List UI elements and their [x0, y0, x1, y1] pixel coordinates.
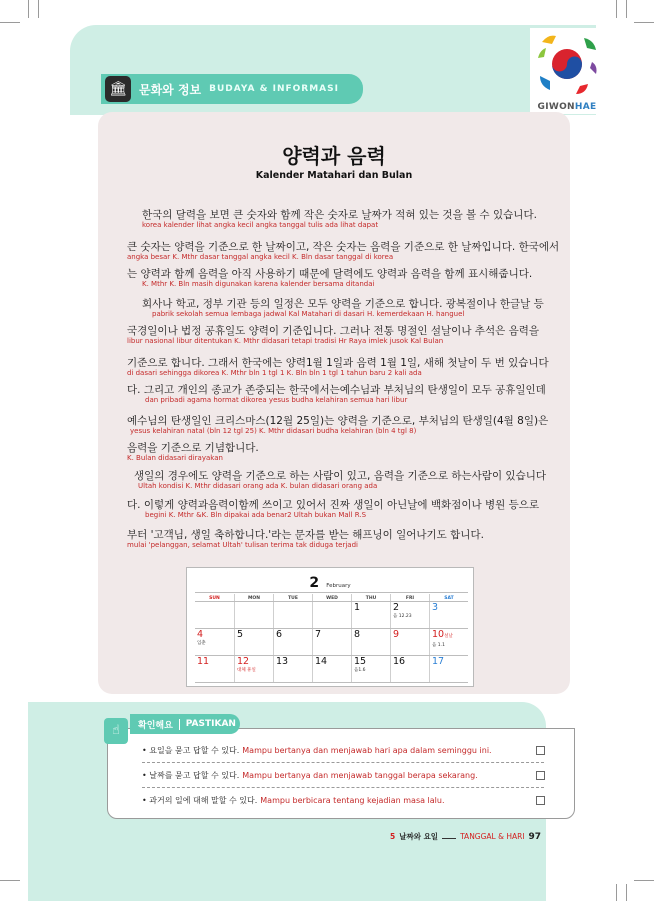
- hand-pointer-icon: ☝: [104, 718, 128, 744]
- checklist-item: [142, 795, 445, 806]
- calendar-day: [429, 602, 468, 628]
- day-number: 8: [354, 629, 361, 640]
- calendar-day: [312, 629, 351, 655]
- day-number: 15: [354, 656, 367, 667]
- indonesian-gloss: angka besar K. Mthr dasar tanggal angka kecil K. Bln dasar tanggal di korea: [127, 253, 394, 261]
- day-number: 14: [315, 656, 328, 667]
- checklist-tab: [130, 714, 240, 734]
- checklist-item: [142, 745, 492, 756]
- day-number: 5: [237, 629, 244, 640]
- day-note: 음 12.23: [393, 614, 412, 619]
- checklist-item-ko: • 요일을 묻고 답할 수 있다.: [142, 746, 240, 755]
- page-footer: [390, 831, 541, 842]
- indonesian-gloss: K. Bulan didasari dirayakan: [127, 454, 223, 462]
- checklist-item-id: Mampu bertanya dan menjawab tanggal berapa sekarang.: [242, 771, 478, 780]
- indonesian-gloss: Ultah kondisi K. Mthr didasari orang ada K. bulan didasari orang ada: [138, 482, 378, 490]
- logo-text-giwon: GIWON: [537, 102, 575, 112]
- day-number: 6: [276, 629, 283, 640]
- day-note: 음 1.1: [432, 643, 445, 648]
- checklist-item-ko: • 날짜를 묻고 답할 수 있다.: [142, 771, 240, 780]
- korean-line: 기준으로 합니다. 그래서 한국에는 양력1월 1일과 음력 1월 1일, 새해 첫날이 두 번 있습니다: [127, 357, 549, 369]
- korean-line: 다. 이렇게 양력과음력이함께 쓰이고 있어서 진짜 생일이 아닌날에 백화점이나 병원 등으로: [127, 499, 540, 511]
- day-number: 17: [432, 656, 445, 667]
- weekday-header: SAT: [429, 594, 468, 601]
- calendar-day: [390, 602, 429, 628]
- calendar-day: [390, 656, 429, 682]
- article-title: 양력과 음력: [282, 144, 386, 168]
- calendar-day: [234, 656, 273, 682]
- day-number: 12: [237, 656, 250, 667]
- category-ko: 문화와 정보: [139, 82, 202, 97]
- day-note: 입춘: [197, 641, 206, 646]
- day-number: 16: [393, 656, 406, 667]
- korean-line: 회사나 학교, 정부 기관 등의 일정은 모두 양력을 기준으로 합니다. 광복절이나 한글날 등: [142, 298, 544, 310]
- museum-icon: 🏛: [105, 76, 131, 102]
- checkbox[interactable]: [536, 746, 545, 755]
- calendar-day: [351, 656, 390, 682]
- chapter-title-ko: 날짜와 요일: [399, 832, 439, 841]
- calendar-day: [195, 602, 234, 628]
- korean-line: 예수님의 탄생일인 크리스마스(12월 25일)는 양력을 기준으로, 부처님의 탄생일(4월 8일)은: [127, 415, 549, 427]
- calendar-day: [195, 629, 234, 655]
- korean-line: 음력을 기준으로 기념합니다.: [127, 442, 259, 454]
- calendar-day: [273, 656, 312, 682]
- calendar-month-number: 2: [309, 575, 320, 591]
- korean-line: 생일의 경우에도 양력을 기준으로 하는 사람이 있고, 음력을 기준으로 하는사람이 있습니다: [134, 470, 547, 482]
- calendar-day: [312, 602, 351, 628]
- calendar-month-name: February: [326, 583, 351, 589]
- day-note: 음1.6: [354, 668, 366, 673]
- day-number: 13: [276, 656, 289, 667]
- weekday-header: THU: [351, 594, 390, 601]
- weekday-header: SUN: [209, 596, 220, 601]
- korean-line: 부터 '고객님, 생일 축하합니다.'라는 문자를 받는 해프닝이 일어나기도 합니다.: [127, 529, 484, 541]
- checklist-item-id: Mampu berbicara tentang kejadian masa lalu.: [260, 796, 445, 805]
- chapter-number: 5: [390, 832, 396, 841]
- checklist-item-ko: • 과거의 일에 대해 말할 수 있다.: [142, 796, 258, 805]
- indonesian-gloss: begini K. Mthr &K. Bln dipakai ada benar2 Ultah bukan Mall R.S: [145, 511, 367, 519]
- holiday-note: 설날: [444, 634, 453, 639]
- calendar-day: [273, 602, 312, 628]
- calendar-day: [429, 629, 468, 655]
- calendar-day: [312, 656, 351, 682]
- day-number: 10설날: [432, 629, 453, 640]
- calendar-day: [390, 629, 429, 655]
- indonesian-gloss: yesus kelahiran natal (bln 12 tgl 25) K. Mthr didasari budha kelahiran (bln 4 tgl 8): [130, 427, 417, 435]
- day-number: 7: [315, 629, 322, 640]
- day-number: 11: [197, 656, 210, 667]
- category-bar: [101, 74, 363, 104]
- checklist-item: [142, 770, 478, 781]
- weekday-header: TUE: [273, 594, 312, 601]
- page-number: 97: [528, 832, 542, 842]
- checklist-tab-ko: 확인해요: [138, 720, 173, 731]
- calendar-day: [234, 602, 273, 628]
- indonesian-gloss: K. Mthr K. Bln masih digunakan karena kalender bersama ditandai: [142, 280, 375, 288]
- day-number: 2: [393, 602, 400, 613]
- giwonhae-logo: [530, 28, 604, 114]
- weekday-header: FRI: [390, 594, 429, 601]
- logo-text-hae: HAE: [574, 102, 597, 112]
- category-id: BUDAYA & INFORMASI: [209, 84, 339, 94]
- checklist-tab-id: PASTIKAN: [185, 719, 236, 729]
- article-subtitle: Kalender Matahari dan Bulan: [255, 170, 413, 181]
- checkbox[interactable]: [536, 796, 545, 805]
- taegeuk-logo-icon: [530, 28, 604, 102]
- calendar-day: [351, 629, 390, 655]
- indonesian-gloss: dan pribadi agama hormat dikorea yesus budha kelahiran semua hari libur: [145, 396, 408, 404]
- calendar-day: [273, 629, 312, 655]
- indonesian-gloss: libur nasional libur ditentukan K. Mthr didasari tetapi tradisi Hr Raya imlek jusok Kal Bulan: [127, 337, 444, 345]
- weekday-header: MON: [234, 594, 273, 601]
- indonesian-gloss: pabrik sekolah semua lembaga jadwal Kal Matahari di dasari H. kemerdekaan H. hanguel: [152, 310, 465, 318]
- korean-line: 한국의 달력을 보면 큰 숫자와 함께 작은 숫자로 날짜가 적혀 있는 것을 볼 수 있습니다.: [142, 209, 537, 221]
- calendar-day: [351, 602, 390, 628]
- chapter-title-id: TANGGAL & HARI: [460, 832, 525, 841]
- calendar-day: [234, 629, 273, 655]
- calendar-day: [429, 656, 468, 682]
- korean-line: 는 양력과 함께 음력을 아직 사용하기 때문에 달력에도 양력과 음력을 함께 표시해줍니다.: [127, 268, 533, 280]
- day-number: 3: [432, 602, 439, 613]
- day-number: 1: [354, 602, 361, 613]
- indonesian-gloss: mulai 'pelanggan, selamat Ultah' tulisan terima tak diduga terjadi: [127, 541, 358, 549]
- korean-line: 큰 숫자는 양력을 기준으로 한 날짜이고, 작은 숫자는 음력을 기준으로 한 날짜입니다. 한국에서: [127, 241, 560, 253]
- calendar-day: [195, 656, 234, 682]
- checkbox[interactable]: [536, 771, 545, 780]
- korean-line: 다. 그리고 개인의 종교가 존중되는 한국에서는예수님과 부처님의 탄생일이 모두 공휴일인데: [127, 384, 546, 396]
- indonesian-gloss: korea kalender lihat angka kecil angka tanggal tulis ada lihat dapat: [142, 221, 379, 229]
- calendar: [186, 567, 474, 687]
- day-note: 대체 휴일: [237, 668, 256, 673]
- korean-line: 국경일이나 법정 공휴일도 양력이 기준입니다. 그러나 전통 명절인 설날이나 추석은 음력을: [127, 325, 540, 337]
- checklist-item-id: Mampu bertanya dan menjawab hari apa dalam seminggu ini.: [242, 746, 492, 755]
- weekday-header: WED: [312, 594, 351, 601]
- day-number: 4: [197, 629, 204, 640]
- day-number: 9: [393, 629, 400, 640]
- indonesian-gloss: di dasari sehingga dikorea K. Mthr bln 1 tgl 1 K. Bln bln 1 tgl 1 tahun baru 2 kali ada: [127, 369, 422, 377]
